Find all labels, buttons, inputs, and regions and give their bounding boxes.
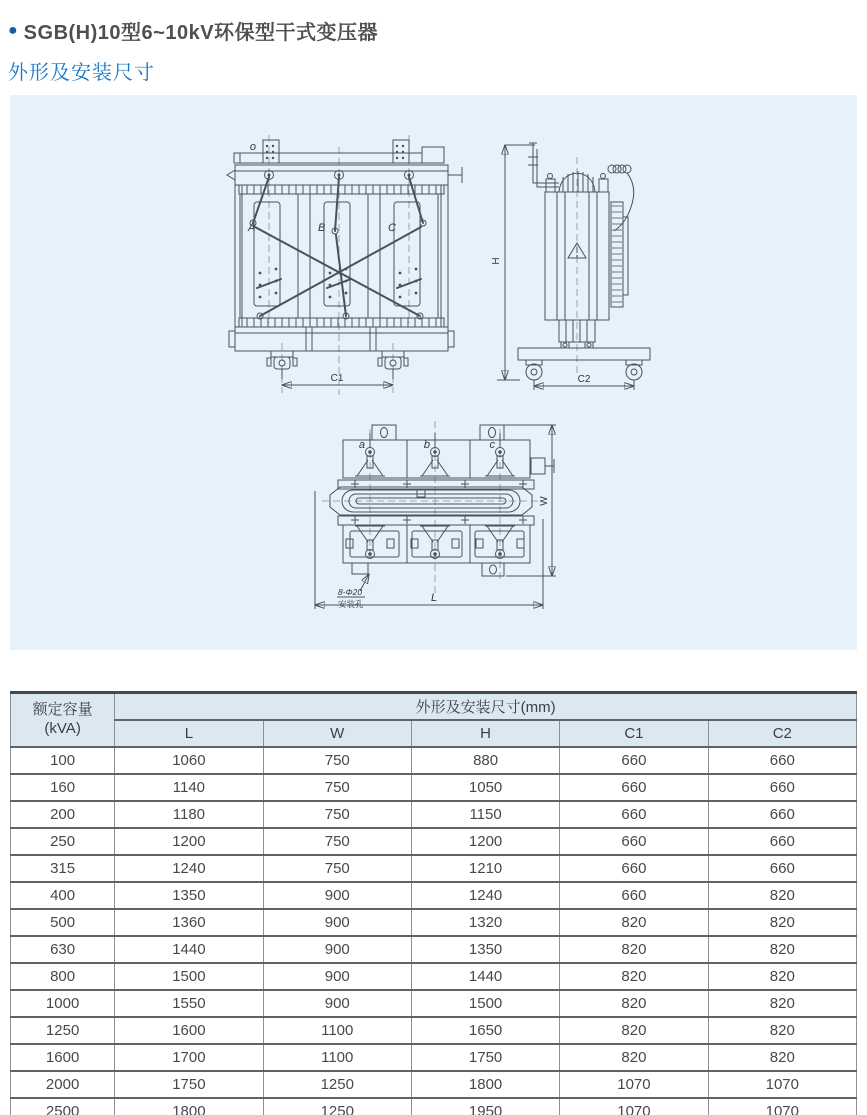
- cell-W: 900: [263, 936, 411, 963]
- cell-capacity: 315: [11, 855, 115, 882]
- cell-L: 1440: [115, 936, 263, 963]
- cell-C1: 660: [560, 747, 708, 774]
- drawing-panel: [10, 95, 857, 650]
- table-row: [11, 1044, 857, 1071]
- cell-C2: 660: [708, 801, 856, 828]
- table-row: [11, 828, 857, 855]
- cell-C2: 660: [708, 828, 856, 855]
- dimensions-table: [10, 691, 857, 1115]
- cell-C2: 1070: [708, 1098, 856, 1115]
- cell-H: 1350: [411, 936, 559, 963]
- cell-C2: 820: [708, 909, 856, 936]
- side-dim-c2-label: C2: [577, 374, 591, 385]
- table-row: [11, 1098, 857, 1115]
- cell-L: 1750: [115, 1071, 263, 1098]
- cell-capacity: 2500: [11, 1098, 115, 1115]
- cell-capacity: 800: [11, 963, 115, 990]
- cell-C2: 820: [708, 1017, 856, 1044]
- header-col-l: L: [115, 720, 263, 747]
- cell-C1: 820: [560, 936, 708, 963]
- cell-W: 900: [263, 990, 411, 1017]
- front-dim-c1-label: C1: [330, 373, 344, 384]
- table-row: [11, 909, 857, 936]
- front-lug-label: o: [249, 141, 256, 153]
- cell-L: 1200: [115, 828, 263, 855]
- table-row: [11, 963, 857, 990]
- cell-C1: 820: [560, 963, 708, 990]
- cell-C1: 660: [560, 855, 708, 882]
- table-body: [11, 747, 857, 1115]
- cell-capacity: 250: [11, 828, 115, 855]
- table-row: [11, 774, 857, 801]
- section-subtitle: 外形及安装尺寸: [8, 62, 155, 84]
- top-phase-c-label: c: [489, 439, 495, 451]
- cell-L: 1800: [115, 1098, 263, 1115]
- cell-capacity: 1000: [11, 990, 115, 1017]
- cell-H: 1500: [411, 990, 559, 1017]
- cell-L: 1500: [115, 963, 263, 990]
- top-dim-l-label: L: [430, 592, 438, 604]
- cell-H: 1950: [411, 1098, 559, 1115]
- cell-H: 1440: [411, 963, 559, 990]
- table-row: [11, 1071, 857, 1098]
- cell-H: 1150: [411, 801, 559, 828]
- side-view-drawing: [491, 143, 650, 390]
- cell-capacity: 160: [11, 774, 115, 801]
- cell-C2: 820: [708, 963, 856, 990]
- cell-W: 750: [263, 828, 411, 855]
- table-row: [11, 1017, 857, 1044]
- cell-H: 880: [411, 747, 559, 774]
- cell-C2: 660: [708, 747, 856, 774]
- cell-W: 1100: [263, 1017, 411, 1044]
- cell-H: 1210: [411, 855, 559, 882]
- cell-C2: 820: [708, 882, 856, 909]
- bullet-icon: ●: [8, 21, 18, 39]
- cell-C2: 820: [708, 936, 856, 963]
- cell-H: 1240: [411, 882, 559, 909]
- cell-C2: 660: [708, 774, 856, 801]
- table-row: [11, 855, 857, 882]
- cell-C1: 1070: [560, 1071, 708, 1098]
- cell-W: 750: [263, 747, 411, 774]
- cell-H: 1800: [411, 1071, 559, 1098]
- cell-W: 750: [263, 801, 411, 828]
- table-row: [11, 936, 857, 963]
- cell-C2: 1070: [708, 1071, 856, 1098]
- cell-W: 1250: [263, 1098, 411, 1115]
- cell-capacity: 1600: [11, 1044, 115, 1071]
- header-col-w: W: [263, 720, 411, 747]
- top-phase-a-label: a: [358, 439, 365, 451]
- table-row: [11, 801, 857, 828]
- cell-W: 900: [263, 963, 411, 990]
- side-dim-h-label: H: [491, 257, 502, 265]
- cell-C2: 820: [708, 1044, 856, 1071]
- cell-H: 1200: [411, 828, 559, 855]
- header-group: 外形及安装尺寸(mm): [115, 693, 857, 721]
- front-view-drawing: [227, 135, 462, 395]
- cell-W: 1250: [263, 1071, 411, 1098]
- table-header: [11, 693, 857, 748]
- table-row: [11, 990, 857, 1017]
- cell-H: 1750: [411, 1044, 559, 1071]
- top-phase-b-label: b: [423, 439, 430, 451]
- cell-C1: 820: [560, 909, 708, 936]
- header-columns-row: [11, 720, 857, 747]
- header-capacity: [11, 693, 115, 748]
- front-phase-b-label: B: [318, 222, 326, 234]
- cell-C1: 1070: [560, 1098, 708, 1115]
- cell-C2: 820: [708, 990, 856, 1017]
- cell-H: 1650: [411, 1017, 559, 1044]
- cell-C1: 660: [560, 882, 708, 909]
- cell-L: 1700: [115, 1044, 263, 1071]
- front-phase-c-label: C: [388, 222, 396, 234]
- cell-L: 1060: [115, 747, 263, 774]
- front-phase-a-label: A: [248, 222, 256, 234]
- cell-H: 1050: [411, 774, 559, 801]
- cell-L: 1240: [115, 855, 263, 882]
- header-capacity-line2: (kVA): [44, 720, 81, 737]
- cell-C1: 660: [560, 801, 708, 828]
- header-capacity-line1: 额定容量: [32, 701, 93, 719]
- cell-C1: 820: [560, 990, 708, 1017]
- cell-L: 1600: [115, 1017, 263, 1044]
- mounting-note-line2: 安装孔: [338, 599, 364, 609]
- header-col-c2: C2: [708, 720, 856, 747]
- cell-W: 750: [263, 855, 411, 882]
- cell-capacity: 500: [11, 909, 115, 936]
- mounting-note-line1: 8-Φ20: [338, 587, 363, 597]
- cell-C1: 660: [560, 774, 708, 801]
- cell-W: 900: [263, 882, 411, 909]
- cell-L: 1180: [115, 801, 263, 828]
- header-col-c1: C1: [560, 720, 708, 747]
- cell-C1: 660: [560, 828, 708, 855]
- page-title-text: SGB(H)10型6~10kV环保型干式变压器: [23, 22, 379, 44]
- cell-capacity: 100: [11, 747, 115, 774]
- cell-L: 1360: [115, 909, 263, 936]
- cell-L: 1140: [115, 774, 263, 801]
- table-row: [11, 747, 857, 774]
- cell-C2: 660: [708, 855, 856, 882]
- cell-capacity: 1250: [11, 1017, 115, 1044]
- cell-capacity: 400: [11, 882, 115, 909]
- top-view-drawing: [315, 421, 556, 609]
- transformer-drawing: [10, 95, 857, 650]
- top-dim-w-label: W: [539, 496, 550, 506]
- header-col-h: H: [411, 720, 559, 747]
- cell-H: 1320: [411, 909, 559, 936]
- cell-capacity: 2000: [11, 1071, 115, 1098]
- cell-W: 900: [263, 909, 411, 936]
- table-row: [11, 882, 857, 909]
- cell-L: 1550: [115, 990, 263, 1017]
- cell-capacity: 630: [11, 936, 115, 963]
- cell-C1: 820: [560, 1044, 708, 1071]
- page-title: [8, 16, 378, 45]
- cell-C1: 820: [560, 1017, 708, 1044]
- cell-capacity: 200: [11, 801, 115, 828]
- cell-W: 1100: [263, 1044, 411, 1071]
- cell-L: 1350: [115, 882, 263, 909]
- cell-W: 750: [263, 774, 411, 801]
